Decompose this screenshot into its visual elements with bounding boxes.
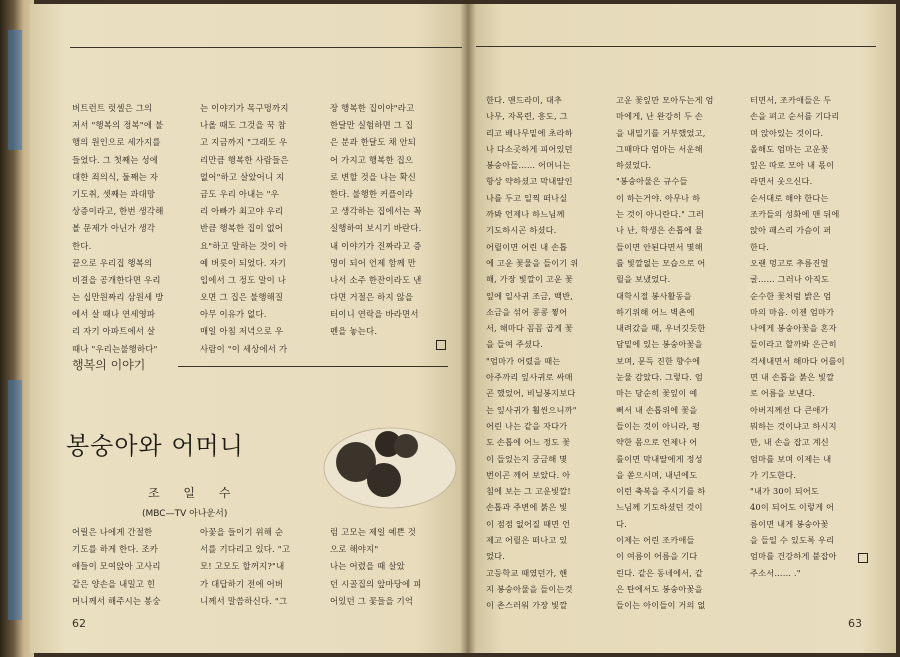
text-line: 을 쏟으시며, 내년에도: [616, 469, 698, 480]
text-line: 나를 두고 일찍 떠나실: [486, 192, 568, 203]
text-line: 뻐서 내 손톱위에 꽃을: [616, 404, 698, 415]
text-line: 한다.: [750, 241, 770, 252]
text-line: 손을 펴고 순서를 기다리: [750, 111, 840, 122]
text-line: 이 하는거야. 아무나 하: [616, 192, 701, 203]
author-name: 조 일 수: [148, 486, 241, 500]
text-line: 아꽃을 들이기 위해 순: [200, 527, 284, 537]
text-line: 요"하고 말하는 것이 아: [200, 240, 288, 251]
text-line: 면 내 손톱을 붉은 빛깔: [750, 372, 835, 383]
text-line: 한다. 맨드라미, 대추: [486, 95, 563, 105]
text-line: 명이 되어 언제 함께 만: [330, 257, 417, 268]
text-line: 은 탄에서도 봉숭아꽃을: [616, 583, 703, 594]
text-line: 조카들의 성화에 맨 뒤에: [750, 209, 840, 220]
text-line: 한달만 실험하면 그 집: [330, 120, 414, 131]
text-line: "내가 30이 되어도: [750, 486, 820, 497]
text-line: 침에 보는 그 고운빛깔!: [486, 486, 571, 497]
text-line: 기도하시곤 하셨다.: [486, 225, 557, 236]
text-line: 었다.: [486, 551, 506, 562]
text-line: 올해도 엄마는 고운꽃: [750, 143, 829, 154]
text-line: 앉아 패스리 가슴이 퍼: [750, 225, 832, 236]
text-line: 서를 기다리고 있다. "고: [200, 544, 291, 555]
end-mark: [436, 340, 446, 350]
article-title: 봉숭아와 어머니: [66, 432, 244, 460]
text-line: 고 생각하는 집에서는 꼭: [330, 206, 422, 217]
book-gutter: [460, 0, 476, 657]
text-line: 해, 가장 빛깔이 고운 꽃: [486, 274, 573, 285]
right-col-3: [750, 92, 876, 581]
text-line: 며 앉아있는 것이다.: [750, 127, 824, 138]
text-line: 을 내밀기를 거부했었고,: [616, 127, 706, 138]
text-line: 나서 소주 한잔이라도 낸: [330, 274, 422, 285]
text-line: 터면서, 조카애들은 두: [750, 95, 832, 105]
text-line: 나무, 자목련, 흥도, 그: [486, 111, 568, 122]
text-line: 는 이야기가 목구멍까지: [200, 103, 289, 113]
text-line: 행의 원인으로 세가지를: [72, 137, 161, 148]
author-affiliation: (MBC—TV 아나운서): [142, 509, 228, 519]
text-line: 어 가지고 행복한 집으: [330, 154, 414, 165]
text-line: 40이 되어도 이렇게 어: [750, 502, 835, 513]
text-line: 나 다소곳하게 피어있던: [486, 143, 573, 154]
text-line: 하셨었다.: [616, 160, 652, 171]
text-line: 나올 때도 그것을 꾹 참: [200, 120, 287, 131]
text-line: 리만큼 행복한 사람들은: [200, 154, 289, 165]
text-line: 저서 "행복의 정복"에 불: [72, 120, 164, 131]
text-line: 들이면 안된다면서 몇해: [616, 241, 703, 252]
text-line: 머니께서 해주시는 봉숭: [72, 595, 161, 606]
text-line: 는 잎사귀가 훨씬으니까": [486, 404, 577, 415]
text-line: 금도 우리 아내는 "우: [200, 188, 279, 199]
text-line: 로 변할 것을 나는 확신: [330, 171, 417, 182]
text-line: 한다.: [72, 240, 92, 251]
text-line: 나에게 봉숭아꽃을 혼자: [750, 323, 837, 334]
text-line: 잎은 따로 모아 내 몫이: [750, 160, 835, 171]
text-line: 라면서 웃으신다.: [750, 176, 813, 187]
text-line: 름이면 내게 봉숭아꽃: [750, 518, 829, 529]
text-line: 반큼 행복한 집이 없어: [200, 223, 284, 234]
text-line: 소금을 섞어 콩콩 찧어: [486, 306, 568, 317]
text-line: 리 아빠가 최고야 우리: [200, 206, 284, 217]
text-line: 장 행복한 집이야"라고: [330, 103, 415, 113]
text-line: 번이곤 깨어 보았다. 아: [486, 469, 571, 480]
text-line: "봉숭아물은 규수들: [616, 176, 688, 187]
text-line: 린다. 같은 동네에서, 같: [616, 567, 703, 578]
text-line: 손톱과 주변에 붉은 빛: [486, 502, 568, 513]
text-line: 나는 어렸을 때 살았: [330, 561, 405, 572]
text-line: 오랜 멍고로 추름진얼: [750, 257, 829, 268]
text-line: 제고 어릴은 떠나고 있: [486, 535, 568, 546]
text-line: 그때마다 엄마는 서운해: [616, 143, 703, 154]
text-line: 는 것이 아니란다." 그러: [616, 209, 705, 220]
left-col-2: [200, 100, 322, 358]
text-line: 내려갔을 때, 우녀깃듯한: [616, 323, 706, 334]
text-line: 기도를 하게 한다. 조카: [72, 544, 159, 555]
text-line: 애들이 모여앉아 고사리: [72, 561, 161, 572]
text-line: 을 들여 주셨다.: [486, 339, 544, 350]
text-line: 리고 배나무밑에 초라하: [486, 127, 573, 138]
text-line: 곤 했었어, 비닐봉지보다: [486, 388, 576, 399]
text-line: 어릴이면 어린 내 손톱: [486, 241, 568, 252]
text-line: 굴…… 그러나 아직도: [750, 274, 830, 285]
text-line: 을 들일 수 있도록 우리: [750, 535, 835, 546]
text-line: 매일 아침 저녁으로 우: [200, 326, 284, 337]
text-line: 가 기도한다.: [750, 469, 797, 480]
text-line: 이 들었는지 궁금해 몇: [486, 453, 568, 464]
text-line: 눈물 감았다. 그렇다. 엄: [616, 372, 703, 383]
text-line: 항상 약하셨고 막내딸인: [486, 176, 573, 187]
text-line: 고 지금까지 "그래도 우: [200, 137, 288, 148]
text-line: 때나 "우리는불행하다": [72, 343, 158, 354]
text-line: 기도취, 셋째는 과대망: [72, 188, 156, 199]
flower-illustration: [318, 412, 458, 522]
text-line: 펜을 놓는다.: [330, 326, 378, 337]
text-line: 이 여름이 어름을 기다: [616, 551, 698, 562]
text-line: 들이는 아이들이 거의 없: [616, 600, 706, 611]
text-line: 들었다. 그 첫째는 성에: [72, 154, 159, 165]
text-line: 이제는 어린 조카애들: [616, 535, 695, 546]
text-line: 예 버릇이 되었다. 자기: [200, 257, 287, 268]
text-line: 를이면 막내딸에게 정성: [616, 453, 703, 464]
text-line: 실행하여 보시기 바란다.: [330, 223, 422, 234]
left-col-3: [330, 100, 452, 341]
text-line: 이 점점 없어질 때면 언: [486, 518, 571, 529]
text-line: 들이는 것이 아니라, 평: [616, 420, 701, 431]
text-line: 아주까리 잎사귀로 싸매: [486, 372, 573, 383]
text-line: 는 십만원짜리 삼원세 방: [72, 292, 164, 303]
text-line: 잎에 일사귀 조금, 백반,: [486, 290, 573, 301]
text-line: 한다. 불행한 커플이라: [330, 188, 414, 199]
text-line: 없어"하고 살았어니 지: [200, 171, 285, 182]
text-line: 에서 살 때나 연세영파: [72, 309, 156, 320]
text-line: 보며, 문득 진한 향수에: [616, 355, 701, 366]
text-line: 에 고운 꽃물을 들이기 위: [486, 257, 579, 268]
text-line: 마의 마음. 이젠 엄마가: [750, 306, 835, 317]
text-line: 아무 이유가 없다.: [200, 309, 267, 320]
text-line: 리 자기 아파트에서 살: [72, 326, 156, 337]
text-line: 순서대로 해야 한다는: [750, 192, 829, 203]
text-line: 은 분과 한달도 채 안되: [330, 137, 417, 148]
text-line: 사람이 "이 세상에서 가: [200, 343, 288, 354]
text-line: 끝으로 우리집 행복의: [72, 257, 153, 268]
text-line: 로 어름을 보낸다.: [750, 388, 816, 399]
top-rule-right: [476, 46, 876, 47]
text-line: 니께서 말씀하신다. "그: [200, 595, 288, 606]
text-line: 내 이야기가 진짜라고 증: [330, 240, 422, 251]
text-line: 상증이라고, 한번 생각해: [72, 206, 164, 217]
text-line: 만, 내 손을 잡고 계신: [750, 437, 829, 448]
text-line: 고운 꽃잎만 모아두는게 엄: [616, 95, 714, 105]
page-tab-marker: [8, 380, 22, 620]
text-line: 엄마를 건강하게 붙잡아: [750, 551, 837, 562]
text-line: 어있던 그 꽃들을 기억: [330, 595, 414, 606]
text-line: 주소서…… .": [750, 567, 801, 578]
text-line: 다.: [616, 518, 627, 529]
text-line: 릴을 보냈었다.: [616, 274, 671, 285]
text-line: 이런 축복을 주시기를 하: [616, 486, 706, 497]
text-line: 걱세내면서 해마다 어를이: [750, 355, 845, 366]
top-rule-left: [70, 47, 462, 48]
text-line: 모! 고모도 할꺼지?"내: [200, 561, 285, 572]
text-line: "엄마가 어렸을 때는: [486, 355, 561, 366]
text-line: 나 난, 학생은 손톱에 물: [616, 225, 703, 236]
section-rule: [178, 366, 448, 367]
text-line: 도 손톱에 어느 정도 꽃: [486, 437, 571, 448]
text-line: 서, 해마다 꼼꼼 곱게 꽃: [486, 323, 573, 334]
text-line: 대한 죄의식, 둘째는 자: [72, 171, 159, 182]
text-line: 오면 그 집은 불행해질: [200, 292, 284, 303]
page-number-right: 63: [848, 617, 862, 630]
text-line: 아버지께선 다 큰애가: [750, 404, 829, 415]
text-line: 뭐하는 것이냐고 하시지: [750, 420, 837, 431]
right-col-1: [486, 92, 610, 614]
text-line: 비결을 공개한다면 우리: [72, 274, 161, 285]
text-line: 느님께 기도하셨던 것이: [616, 502, 703, 513]
left-bottom-col-2: [200, 524, 322, 610]
text-line: 를 빛깔없는 모습으로 어: [616, 257, 706, 268]
text-line: 이 촌스러워 가장 빛깔: [486, 600, 568, 611]
text-line: 지 봉숭아물을 들이는것: [486, 583, 573, 594]
text-line: 으로 해야지": [330, 544, 379, 555]
text-line: 럼 고모는 제일 예쁜 것: [330, 527, 417, 537]
text-line: 엄마를 보며 이제는 내: [750, 453, 832, 464]
text-line: 들이라고 할까봐 은근히: [750, 339, 837, 350]
left-bottom-col-3: [330, 524, 452, 610]
right-col-2: [616, 92, 742, 614]
text-line: 약한 몸으로 언제나 어: [616, 437, 698, 448]
end-mark: [858, 553, 868, 563]
text-line: 터이니 연락을 바라면서: [330, 309, 419, 320]
text-line: 순수한 꽃처럼 밝은 엄: [750, 290, 832, 301]
text-line: 던 시골집의 앞마당에 피: [330, 578, 422, 589]
text-line: 대학시절 봉사활동을: [616, 290, 692, 301]
text-line: 봉숭아들…… 어머니는: [486, 160, 571, 171]
text-line: 담밑에 있는 봉숭아꽃을: [616, 339, 703, 350]
left-col-1: [72, 100, 192, 358]
section-label: 행복의 이야기: [72, 358, 146, 372]
text-line: 어릴은 나에게 간절한: [72, 527, 153, 537]
text-line: 까봐 언제나 하느님께: [486, 209, 565, 220]
text-line: 볼 문제가 아닌가 생각: [72, 223, 156, 234]
text-line: 마에게, 난 완강히 두 손: [616, 111, 703, 122]
text-line: 어린 나는 같을 자다가: [486, 420, 568, 431]
text-line: 고등학교 때였던가, 핸: [486, 567, 568, 578]
text-line: 같은 양손을 내밀고 힌: [72, 578, 156, 589]
left-bottom-col-1: [72, 524, 194, 610]
page-number-left: 62: [72, 617, 86, 630]
text-line: 입에서 그 정도 말이 나: [200, 274, 287, 285]
text-line: 다면 거절은 하지 않을: [330, 292, 414, 303]
text-line: 하기위해 어느 벽촌에: [616, 306, 695, 317]
page-tab-marker: [8, 30, 22, 150]
text-line: 버트런트 럿셀은 그의: [72, 103, 153, 113]
text-line: 가 대답하기 전에 어버: [200, 578, 284, 589]
text-line: 마는 당순히 꽃잎이 예: [616, 388, 698, 399]
